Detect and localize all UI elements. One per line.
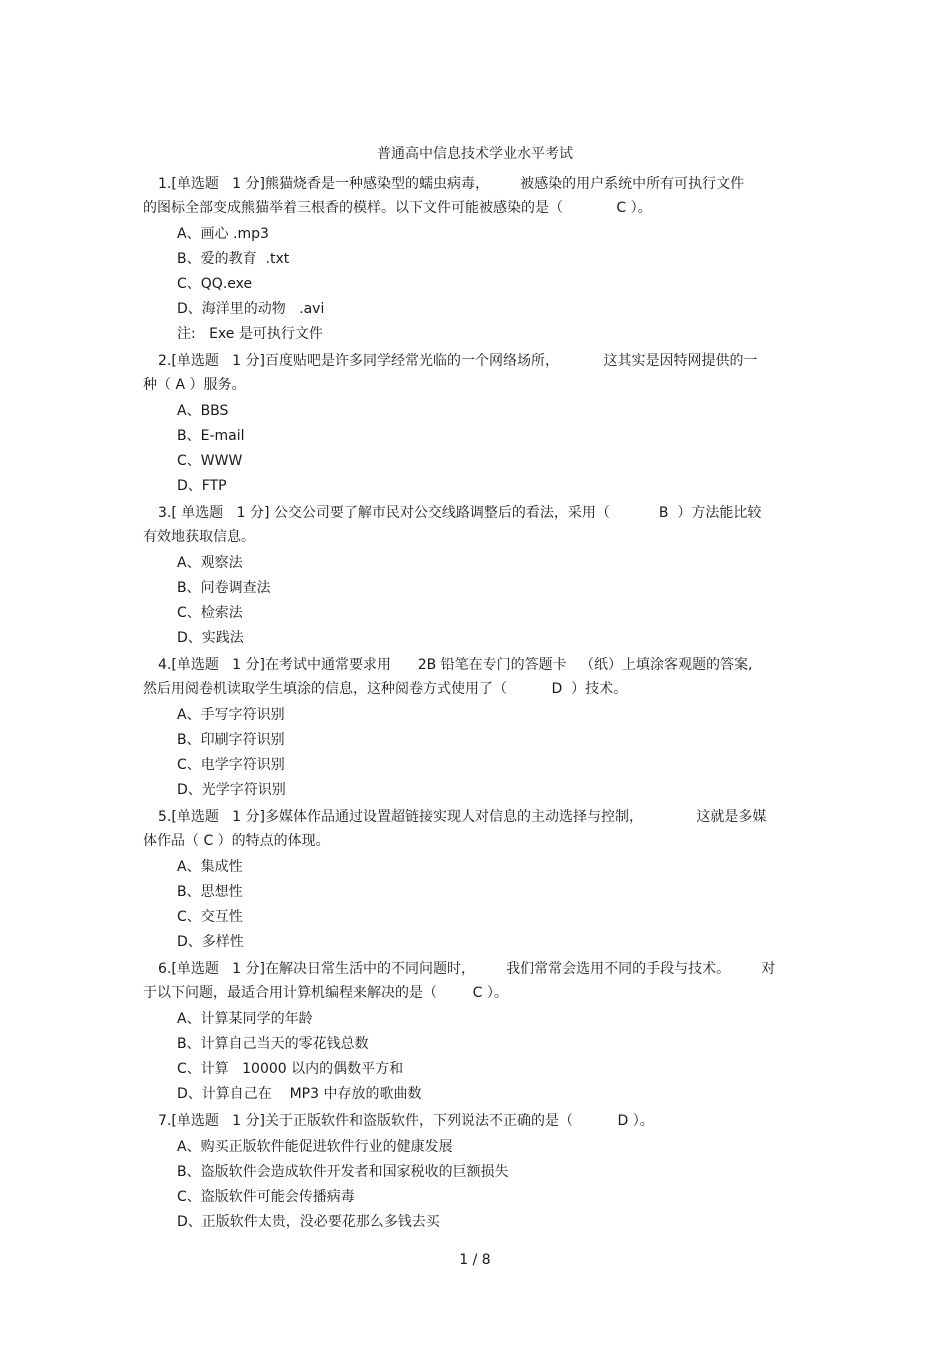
option-list	[143, 222, 811, 347]
question-list	[143, 172, 811, 1237]
option-b: B、印刷字符识别	[177, 732, 285, 748]
question-stem-line: 于以下问题，最适合用计算机编程来解决的是（ C ）。	[143, 985, 508, 1001]
question-stem-line: 2.[单选题 1 分]百度贴吧是许多同学经常光临的一个网络场所， 这其实是因特网提供的一	[158, 353, 758, 369]
option-d: D、光学字符识别	[177, 782, 286, 798]
option-d: D、多样性	[177, 934, 244, 950]
question	[143, 501, 811, 651]
question-stem-line: 的图标全部变成熊猫举着三根香的模样。以下文件可能被感染的是（ C ）。	[143, 200, 652, 216]
question	[143, 653, 811, 803]
option-c: C、盗版软件可能会传播病毒	[177, 1189, 355, 1205]
question-stem-line: 体作品（ C ）的特点的体现。	[143, 833, 330, 849]
option-c: C、检索法	[177, 605, 243, 621]
option-d: D、正版软件太贵，没必要花那么多钱去买	[177, 1214, 440, 1230]
question-stem-line: 然后用阅卷机读取学生填涂的信息，这种阅卷方式使用了（ D ）技术。	[143, 681, 628, 697]
page-title: 普通高中信息技术学业水平考试	[377, 146, 573, 162]
option-d: D、实践法	[177, 630, 244, 646]
option-a: A、计算某同学的年龄	[177, 1011, 313, 1027]
question-stem-line: 有效地获取信息。	[143, 529, 255, 545]
option-c: C、WWW	[177, 453, 243, 469]
question-stem-line: 6.[单选题 1 分]在解决日常生活中的不同问题时， 我们常常会选用不同的手段与技术。 对	[158, 961, 776, 977]
option-list	[143, 1007, 811, 1107]
option-b: B、E-mail	[177, 428, 245, 444]
question	[143, 349, 811, 499]
question	[143, 805, 811, 955]
option-list	[143, 551, 811, 651]
option-a: A、BBS	[177, 403, 229, 419]
question-note: 注: Exe 是可执行文件	[177, 326, 323, 342]
option-a: A、购买正版软件能促进软件行业的健康发展	[177, 1139, 453, 1155]
option-a: A、观察法	[177, 555, 243, 571]
option-b: B、问卷调查法	[177, 580, 271, 596]
option-list	[143, 399, 811, 499]
option-c: C、QQ.exe	[177, 276, 253, 292]
option-list	[143, 1135, 811, 1235]
option-d: D、海洋里的动物 .avi	[177, 301, 325, 317]
option-b: B、思想性	[177, 884, 243, 900]
option-b: B、爱的教育 .txt	[177, 251, 290, 267]
question-stem-line: 5.[单选题 1 分]多媒体作品通过设置超链接实现人对信息的主动选择与控制， 这就是多媒	[158, 809, 767, 825]
question-stem-line: 7.[单选题 1 分]关于正版软件和盗版软件，下列说法不正确的是（ D ）。	[158, 1113, 654, 1129]
option-a: A、手写字符识别	[177, 707, 285, 723]
question-stem-line: 3.[ 单选题 1 分] 公交公司要了解市民对公交线路调整后的看法，采用（ B ）方法能比较	[158, 505, 762, 521]
option-c: C、交互性	[177, 909, 243, 925]
question-stem-line: 种（ A ）服务。	[143, 377, 246, 393]
option-a: A、集成性	[177, 859, 243, 875]
question	[143, 172, 811, 347]
question-stem-line: 4.[单选题 1 分]在考试中通常要求用 2B 铅笔在专门的答题卡 （纸）上填涂客观题的答案,	[158, 657, 753, 673]
option-b: B、计算自己当天的零花钱总数	[177, 1036, 369, 1052]
option-a: A、画心 .mp3	[177, 226, 269, 242]
option-c: C、电学字符识别	[177, 757, 285, 773]
option-d: D、计算自己在 MP3 中存放的歌曲数	[177, 1086, 422, 1102]
question-stem-line: 1.[单选题 1 分]熊猫烧香是一种感染型的蠕虫病毒， 被感染的用户系统中所有可执行文件	[158, 176, 745, 192]
question	[143, 1109, 811, 1235]
option-d: D、FTP	[177, 478, 227, 494]
option-list	[143, 703, 811, 803]
option-b: B、盗版软件会造成软件开发者和国家税收的巨额损失	[177, 1164, 509, 1180]
option-c: C、计算 10000 以内的偶数平方和	[177, 1061, 404, 1077]
question	[143, 957, 811, 1107]
page-number: 1 / 8	[459, 1252, 491, 1268]
option-list	[143, 855, 811, 955]
